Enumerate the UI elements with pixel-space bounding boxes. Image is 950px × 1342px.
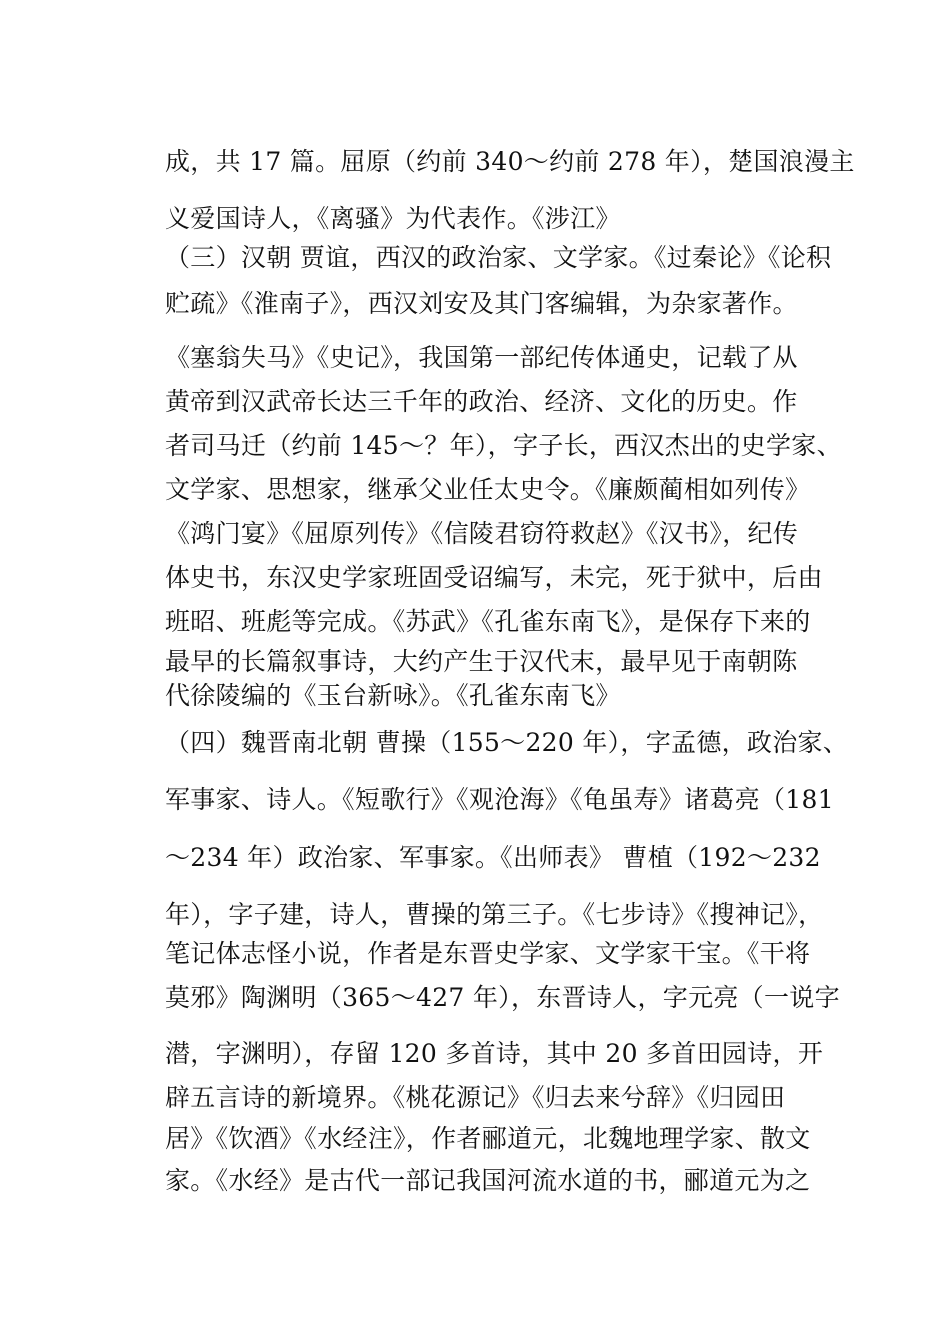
text-line: 者司马迁（约前 145～？年），字子长，西汉杰出的史学家、 <box>165 431 842 460</box>
text-line: ～234 年）政治家、军事家。《出师表》 曹植（192～232 <box>165 843 821 872</box>
text-line: 班昭、班彪等完成。《苏武》《孔雀东南飞》，是保存下来的 <box>165 607 811 636</box>
text-line: 《塞翁失马》《史记》，我国第一部纪传体通史，记载了从 <box>165 343 798 372</box>
text-line: 黄帝到汉武帝长达三千年的政治、经济、文化的历史。作 <box>165 387 798 416</box>
text-line: 贮疏》《淮南子》，西汉刘安及其门客编辑，为杂家著作。 <box>165 289 798 318</box>
text-line: （四）魏晋南北朝 曹操（155～220 年），字孟德，政治家、 <box>165 728 849 757</box>
text-line: （三）汉朝 贾谊，西汉的政治家、文学家。《过秦论》《论积 <box>165 243 832 272</box>
text-line: 居》《饮酒》《水经注》，作者郦道元，北魏地理学家、散文 <box>165 1124 811 1153</box>
text-line: 年），字子建，诗人，曹操的第三子。《七步诗》《搜神记》， <box>165 900 824 929</box>
text-line: 莫邪》陶渊明（365～427 年），东晋诗人，字元亮（一说字 <box>165 983 840 1012</box>
text-line: 军事家、诗人。《短歌行》《观沧海》《龟虽寿》诸葛亮（181 <box>165 785 834 814</box>
text-line: 体史书，东汉史学家班固受诏编写，未完，死于狱中，后由 <box>165 563 823 592</box>
text-line: 《鸿门宴》《屈原列传》《信陵君窃符救赵》《汉书》，纪传 <box>165 519 799 548</box>
text-line: 代徐陵编的《玉台新咏》。《孔雀东南飞》 <box>165 681 621 710</box>
text-line: 潜，字渊明），存留 120 多首诗，其中 20 多首田园诗，开 <box>165 1039 824 1068</box>
text-line: 辟五言诗的新境界。《桃花源记》《归去来兮辞》《归园田 <box>165 1083 786 1112</box>
text-line: 文学家、思想家，继承父业任太史令。《廉颇蔺相如列传》 <box>165 475 811 504</box>
text-line: 家。《水经》是古代一部记我国河流水道的书，郦道元为之 <box>165 1166 811 1195</box>
text-line: 最早的长篇叙事诗，大约产生于汉代末，最早见于南朝陈 <box>165 647 798 676</box>
text-line: 义爱国诗人，《离骚》为代表作。《涉江》 <box>165 204 621 233</box>
text-line: 成，共 17 篇。屈原（约前 340～约前 278 年），楚国浪漫主 <box>165 147 855 176</box>
text-line: 笔记体志怪小说，作者是东晋史学家、文学家干宝。《干将 <box>165 939 811 968</box>
